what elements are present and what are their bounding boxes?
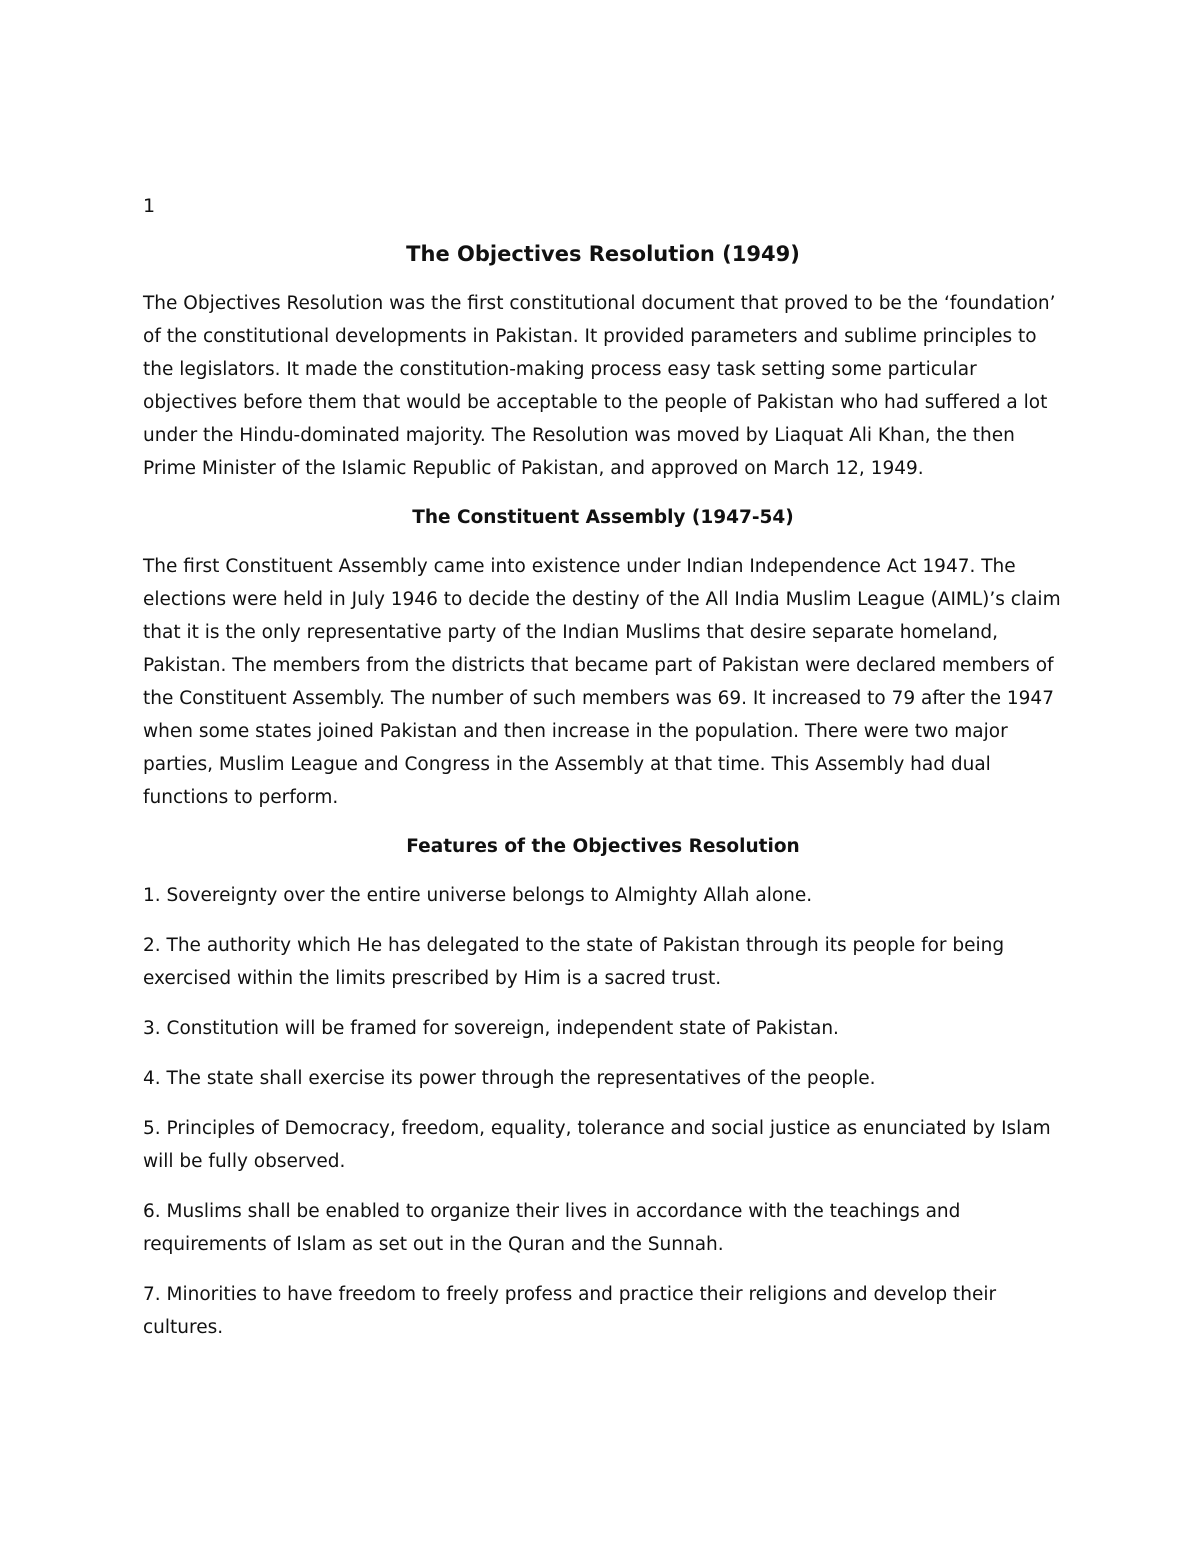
list-item: 7. Minorities to have freedom to freely profess and practice their religions and develop their cultures. (143, 1284, 997, 1338)
document-title: The Objectives Resolution (1949) (406, 242, 800, 266)
list-item: 4. The state shall exercise its power through the representatives of the people. (143, 1068, 876, 1089)
list-item: 6. Muslims shall be enabled to organize their lives in accordance with the teachings and requirements of Islam as set out in the Quran and the Sunnah. (143, 1201, 961, 1255)
intro-paragraph: The Objectives Resolution was the first constitutional document that proved to be the ‘foundation’ of the constitutional developments in Pakistan. It provided parameters and sublime principles to the legislators. It made the constitution-making process easy task setting some particular objectives before them that would be acceptable to the people of Pakistan who had suffered a lot under the Hindu-dominated majority. The Resolution was moved by Liaquat Ali Khan, the then Prime Minister of the Islamic Republic of Pakistan, and approved on March 12, 1949. (143, 293, 1056, 479)
section-heading-features: Features of the Objectives Resolution (406, 836, 800, 857)
page-content (143, 190, 1063, 1361)
list-item: 3. Constitution will be framed for sovereign, independent state of Pakistan. (143, 1018, 839, 1039)
list-item: 5. Principles of Democracy, freedom, equality, tolerance and social justice as enunciated by Islam will be fully observed. (143, 1118, 1051, 1172)
features-list (143, 879, 1063, 1344)
section-heading-constituent-assembly: The Constituent Assembly (1947-54) (412, 507, 794, 528)
page-number: 1 (143, 195, 156, 217)
list-item: 1. Sovereignty over the entire universe belongs to Almighty Allah alone. (143, 885, 813, 906)
list-item: 2. The authority which He has delegated to the state of Pakistan through its people for being exercised within the limits prescribed by Him is a sacred trust. (143, 935, 1005, 989)
constituent-assembly-paragraph: The first Constituent Assembly came into existence under Indian Independence Act 1947. The elections were held in July 1946 to decide the destiny of the All India Muslim League (AIML)’s claim that it is the only representative party of the Indian Muslims that desire separate homeland, Pakistan. The members from the districts that became part of Pakistan were declared members of the Constituent Assembly. The number of such members was 69. It increased to 79 after the 1947 when some states joined Pakistan and then increase in the population. There were two major parties, Muslim League and Congress in the Assembly at that time. This Assembly had dual functions to perform. (143, 556, 1061, 808)
